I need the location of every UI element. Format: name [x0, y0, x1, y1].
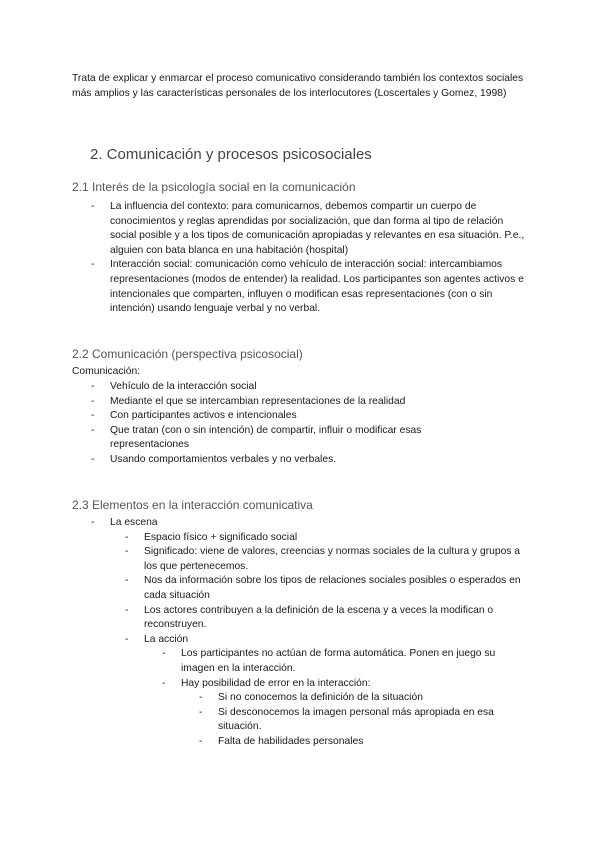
- list-item: - Significado: viene de valores, creencias y normas sociales de la cultura y grupos a los que pertenecemos.: [144, 545, 524, 574]
- list-item: - Falta de habilidades personales: [218, 735, 524, 750]
- section-2-2-heading: 2.2 Comunicación (perspectiva psicosocial): [72, 347, 303, 361]
- error-sublist: [218, 691, 524, 749]
- list-item: - Los participantes no actúan de forma automática. Ponen en juego su imagen en la interacción.: [181, 647, 524, 676]
- section-2-3-heading: 2.3 Elementos en la interacción comunicativa: [72, 498, 313, 512]
- comunicacion-label: Comunicación:: [72, 366, 141, 377]
- list-item: - Nos da información sobre los tipos de relaciones sociales posibles o esperados en cada situación: [144, 574, 524, 603]
- accion-label: La acción: [144, 633, 189, 645]
- list-item: - Vehículo de la interacción social: [110, 380, 460, 395]
- section-2-1-list: [110, 200, 530, 317]
- accion-sublist: [181, 647, 524, 749]
- list-item: - Con participantes activos e intencionales: [110, 409, 460, 424]
- list-item: - Interacción social: comunicación como vehículo de interacción social: intercambiamos representaciones (modos de entender) la realidad. Los participantes son agentes activos e intencionales que comparten, influyen o modifican esas representaciones (con o sin intención) usando lenguaje verbal y no verbal.: [110, 258, 530, 316]
- escena-label: La escena: [110, 517, 158, 528]
- list-item: - Usando comportamientos verbales y no verbales.: [110, 453, 460, 468]
- error-label: Hay posibilidad de error en la interacción:: [181, 677, 371, 689]
- section-2-1-heading: 2.1 Interés de la psicología social en la comunicación: [72, 180, 356, 194]
- list-item-escena: [110, 516, 530, 750]
- escena-sublist: [144, 531, 524, 750]
- list-item: - Los actores contribuyen a la definición de la escena y a veces la modifican o reconstruyen.: [144, 604, 524, 633]
- list-item-error: [181, 677, 524, 750]
- list-item: - Espacio físico + significado social: [144, 531, 524, 546]
- list-item: - Si desconocemos la imagen personal más apropiada en esa situación.: [218, 706, 524, 735]
- list-item: - Mediante el que se intercambian representaciones de la realidad: [110, 395, 460, 410]
- list-item: - Que tratan (con o sin intención) de compartir, influir o modificar esas representaciones: [110, 424, 460, 453]
- list-item: - Si no conocemos la definición de la situación: [218, 691, 524, 706]
- list-item-accion: [144, 633, 524, 750]
- intro-paragraph: Trata de explicar y enmarcar el proceso comunicativo considerando también los contextos sociales más amplios y las características personales de los interlocutores (Loscertales y Gomez, 1998): [72, 73, 524, 99]
- section-2-3-list: [110, 516, 530, 750]
- section-2-heading: 2. Comunicación y procesos psicosociales: [90, 146, 372, 163]
- list-item: - La influencia del contexto: para comunicarnos, debemos compartir un cuerpo de conocimientos y reglas aprendidas por socialización, que dan forma al tipo de relación social posible y a los tipos de comunicación apropiadas y relevantes en esa situación. P.e., alguien con bata blanca en una habitación (hospital): [110, 200, 530, 258]
- section-2-2-list: [110, 380, 460, 468]
